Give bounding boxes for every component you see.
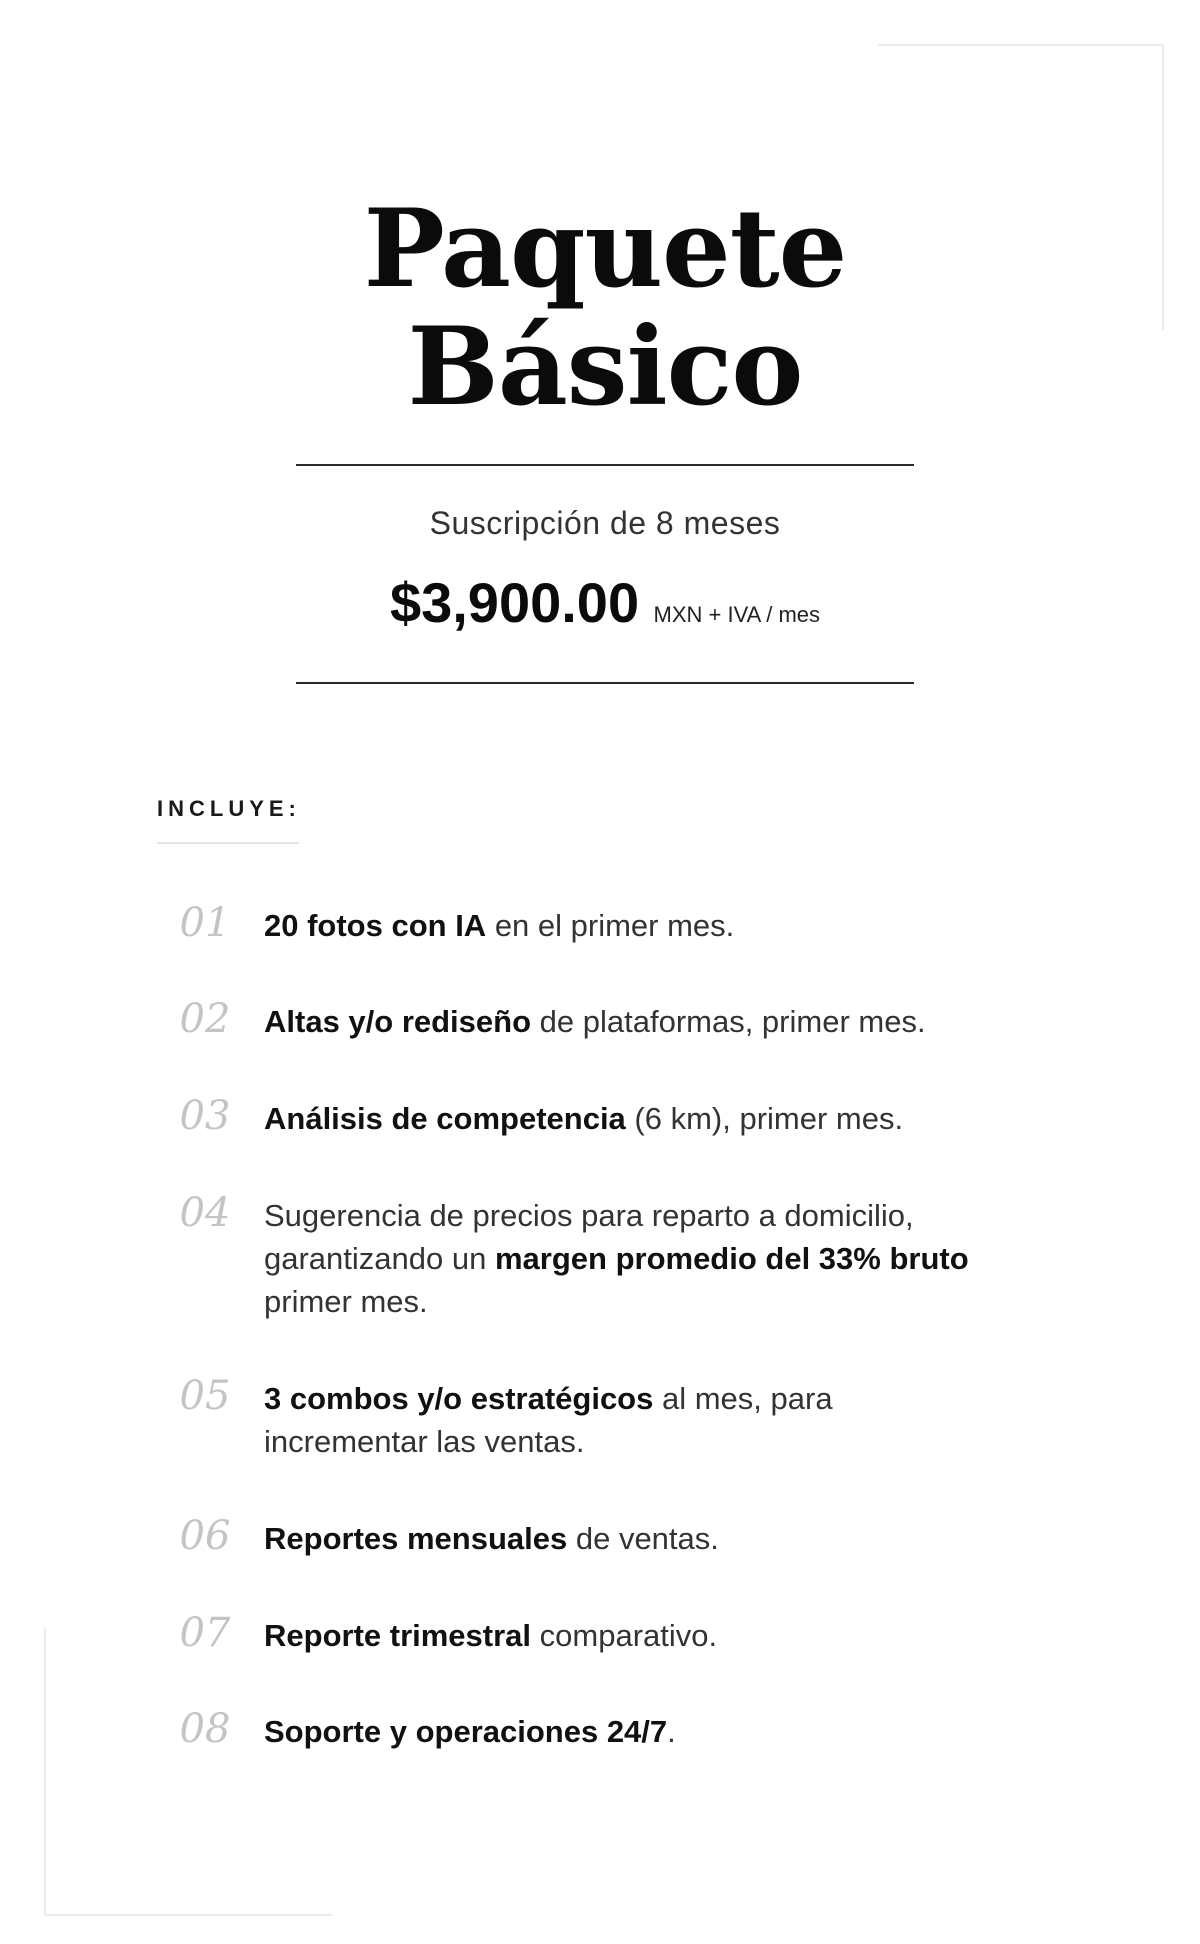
item-text [264,1710,1064,1753]
item-number: 05 [179,1373,231,1419]
item-text [264,1194,1064,1323]
item-number: 02 [179,996,231,1042]
item-number: 08 [179,1706,231,1752]
item-bold-text: 20 fotos con IA [264,908,487,943]
item-rest-text: comparativo. [531,1618,718,1653]
item-rest-text: de ventas. [567,1521,719,1556]
item-text [264,1517,1064,1560]
price-row [0,570,1200,635]
item-bold-text: Soporte y operaciones 24/7 [264,1714,668,1749]
title-line-1: Paquete [363,186,847,312]
subscription-duration: Suscripción de 8 meses [429,505,781,541]
decorative-corner-bottom-left [44,1628,332,1916]
item-pre-text: Sugerencia de precios para reparto a domicilio, garantizando un [264,1198,914,1276]
item-text [264,1000,1064,1043]
item-rest-text: (6 km), primer mes. [625,1101,904,1136]
item-text [264,1614,1064,1657]
price-amount: $3,900.00 [389,571,640,634]
item-number: 01 [179,900,231,946]
item-post-text: primer mes. [264,1284,428,1319]
item-text [264,1377,904,1463]
includes-underline [157,842,299,844]
page-title [0,186,1200,430]
item-number: 03 [179,1093,231,1139]
price-unit: MXN + IVA / mes [653,602,821,627]
item-number: 04 [179,1190,231,1236]
item-bold-text: margen promedio del 33% bruto [494,1241,969,1276]
divider-bottom [296,682,914,684]
item-bold-text: Reporte trimestral [264,1618,532,1653]
item-text [264,1097,1064,1140]
includes-heading: INCLUYE: [157,796,301,821]
item-number: 07 [179,1610,231,1656]
item-bold-text: Reportes mensuales [264,1521,568,1556]
item-bold-text: Análisis de competencia [264,1101,626,1136]
item-text [264,904,1064,947]
item-rest-text: de plataformas, primer mes. [531,1004,926,1039]
title-line-2: Básico [407,304,803,430]
item-rest-text: en el primer mes. [486,908,735,943]
item-rest-text: al mes, para incrementar las ventas. [264,1381,833,1459]
item-bold-text: Altas y/o rediseño [264,1004,532,1039]
item-number: 06 [179,1513,231,1559]
item-bold-text: 3 combos y/o estratégicos [264,1381,654,1416]
divider-top [296,464,914,466]
item-rest-text: . [667,1714,676,1749]
